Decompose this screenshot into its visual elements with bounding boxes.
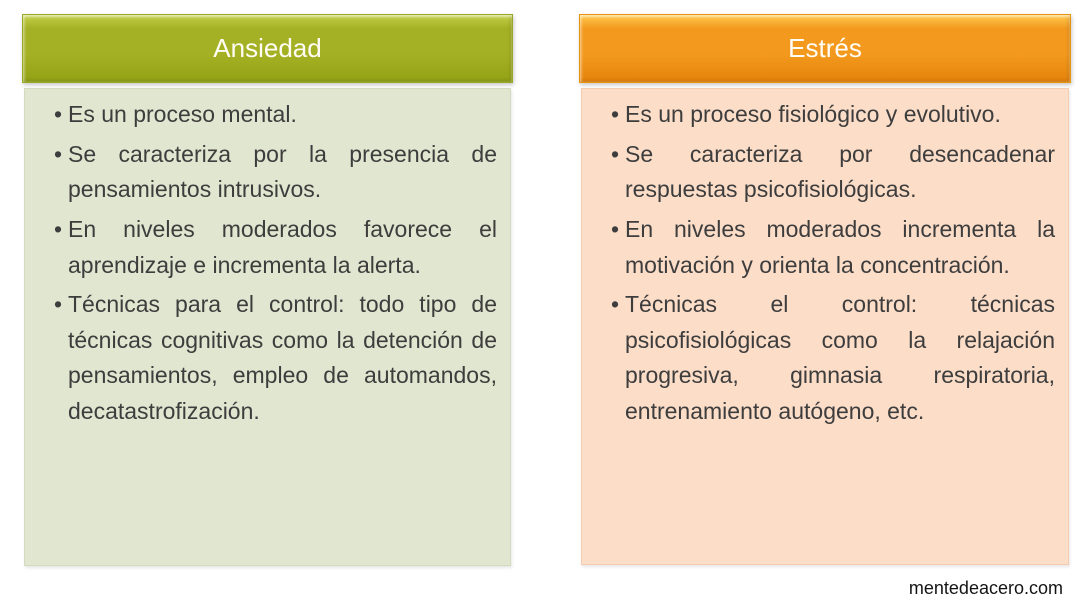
bullet-item: • En niveles moderados favorece el aprendizaje e incrementa la alerta. [55, 212, 497, 283]
bullet-item: • Técnicas el control: técnicas psicofisiológicas como la relajación progresiva, gimnasia respiratoria, entrenamiento autógeno, etc. [612, 287, 1055, 430]
bullet-item: • Es un proceso mental. [55, 97, 497, 133]
bullet-item: • Se caracteriza por desencadenar respuestas psicofisiológicas. [612, 137, 1055, 208]
estres-bullet-list [582, 89, 1068, 430]
bullet-item: • Se caracteriza por la presencia de pensamientos intrusivos. [55, 137, 497, 208]
ansiedad-panel [22, 14, 513, 566]
bullet-item: • Técnicas para el control: todo tipo de técnicas cognitivas como la detención de pensamientos, empleo de automandos, decatastrofización. [55, 287, 497, 430]
estres-header: Estrés [579, 14, 1071, 83]
bullet-item: • Es un proceso fisiológico y evolutivo. [612, 97, 1055, 133]
estres-body [581, 88, 1069, 565]
ansiedad-header: Ansiedad [22, 14, 513, 83]
estres-panel [579, 14, 1071, 565]
ansiedad-body [24, 88, 511, 566]
ansiedad-bullet-list [25, 89, 510, 430]
site-watermark: mentedeacero.com [908, 578, 1063, 598]
bullet-item: • En niveles moderados incrementa la motivación y orienta la concentración. [612, 212, 1055, 283]
